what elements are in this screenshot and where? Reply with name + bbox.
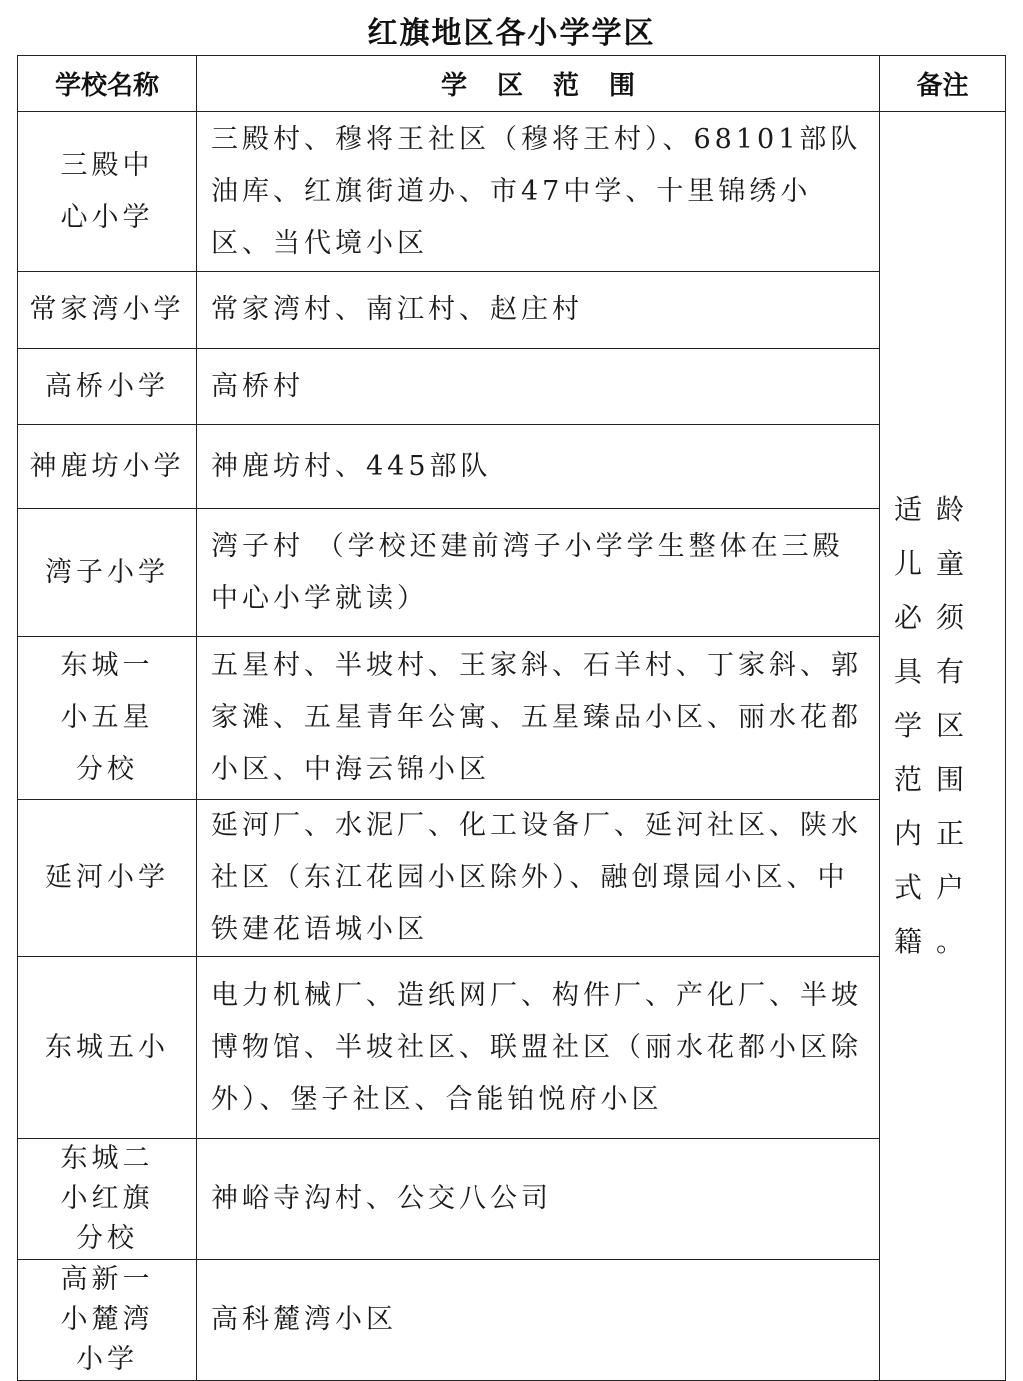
- school-name-cell: 三殿中心小学: [18, 112, 197, 272]
- district-scope-cell: 电力机械厂、造纸网厂、构件厂、产化厂、半坡博物馆、半坡社区、联盟社区（丽水花都小区除外）、堡子社区、合能铂悦府小区: [197, 957, 880, 1139]
- table-row: [18, 957, 1006, 1139]
- school-name-cell: 常家湾小学: [18, 272, 197, 349]
- district-scope-cell: 延河厂、水泥厂、化工设备厂、延河社区、陕水社区（东江花园小区除外）、融创璟园小区、中铁建花语城小区: [197, 800, 880, 957]
- school-name-cell: 东城一小五星分校: [18, 637, 197, 800]
- header-district-range: 学区范围: [197, 56, 880, 112]
- header-notes: 备注: [880, 56, 1006, 112]
- school-name-cell: 延河小学: [18, 800, 197, 957]
- table-row: [18, 800, 1006, 957]
- school-name-cell: 湾子小学: [18, 509, 197, 637]
- school-name-cell: 高新一小麓湾小学: [18, 1260, 197, 1381]
- district-scope-cell: 神鹿坊村、445部队: [197, 425, 880, 509]
- district-scope-cell: 高科麓湾小区: [197, 1260, 880, 1381]
- header-school-name: 学校名称: [18, 56, 197, 112]
- page-title: 红旗地区各小学学区: [367, 16, 656, 51]
- table-header-row: [18, 56, 1006, 112]
- district-scope-cell: 高桥村: [197, 349, 880, 425]
- notes-cell: [880, 112, 1006, 1381]
- district-scope-cell: 三殿村、穆将王社区（穆将王村）、68101部队油库、红旗街道办、市47中学、十里锦绣小区、当代境小区: [197, 112, 880, 272]
- school-name-cell: 高桥小学: [18, 349, 197, 425]
- table-row: [18, 112, 1006, 272]
- school-name-cell: 东城五小: [18, 957, 197, 1139]
- table-row: [18, 1260, 1006, 1381]
- school-name-cell: 东城二小红旗分校: [18, 1139, 197, 1260]
- table-row: [18, 637, 1006, 800]
- table-row: [18, 425, 1006, 509]
- table-row: [18, 349, 1006, 425]
- notes-text: 适龄儿童必须具有学区范围内正式户籍。: [894, 493, 979, 958]
- district-scope-cell: 常家湾村、南江村、赵庄村: [197, 272, 880, 349]
- table-row: [18, 272, 1006, 349]
- school-name-cell: 神鹿坊小学: [18, 425, 197, 509]
- district-scope-cell: 湾子村 （学校还建前湾子小学学生整体在三殿中心小学就读）: [197, 509, 880, 637]
- table-row: [18, 1139, 1006, 1260]
- table-row: [18, 509, 1006, 637]
- district-scope-cell: 神峪寺沟村、公交八公司: [197, 1139, 880, 1260]
- school-district-table: [17, 55, 1006, 1381]
- district-scope-cell: 五星村、半坡村、王家斜、石羊村、丁家斜、郭家滩、五星青年公寓、五星臻品小区、丽水花都小区、中海云锦小区: [197, 637, 880, 800]
